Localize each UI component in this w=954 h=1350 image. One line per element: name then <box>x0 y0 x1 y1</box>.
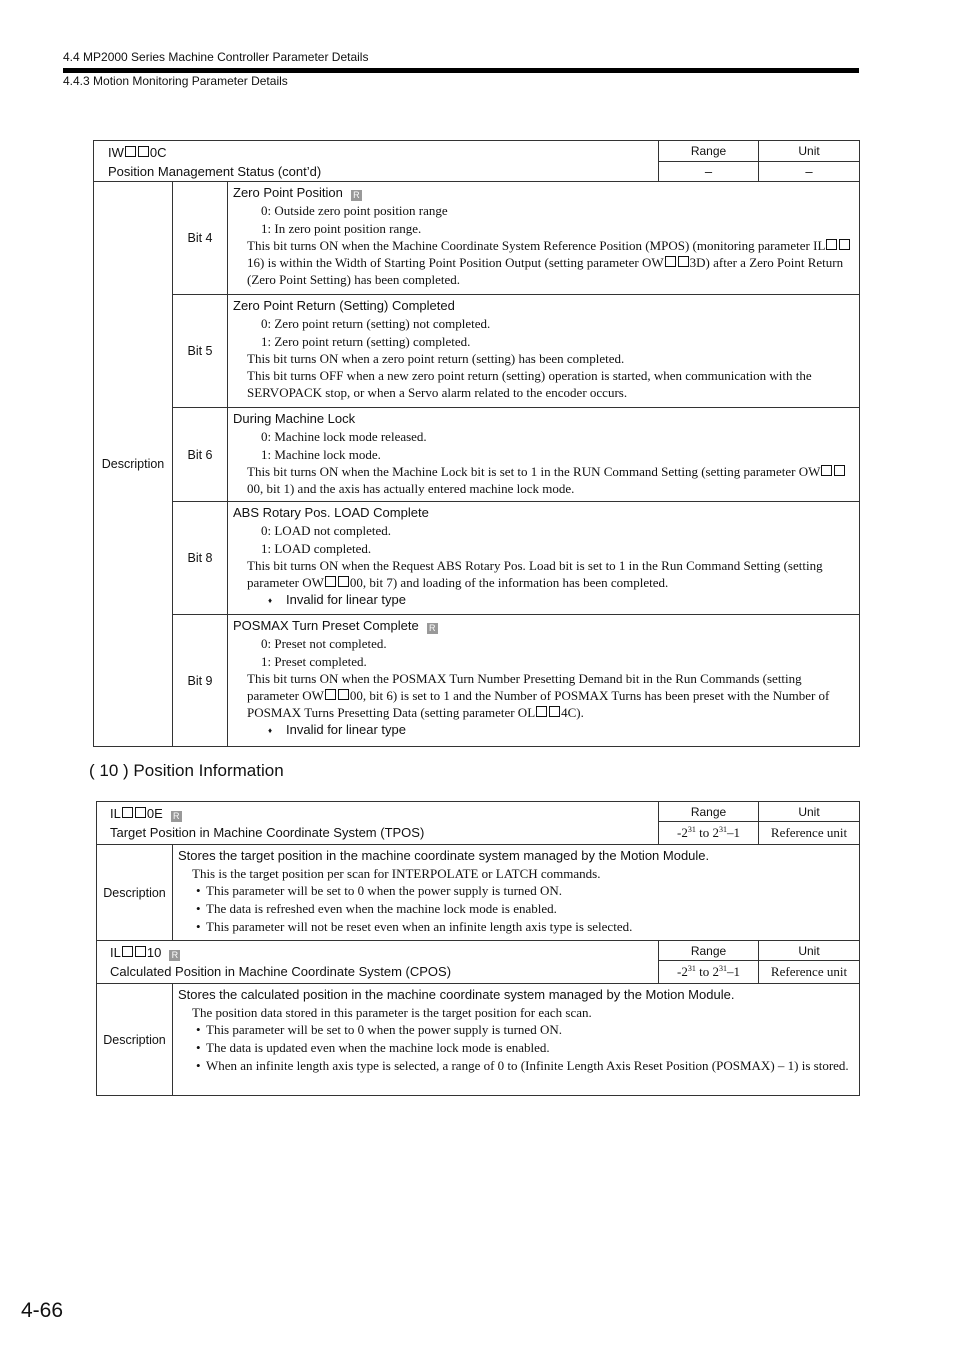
bullet-item: • This parameter will be set to 0 when the power supply is turned ON. <box>178 882 853 900</box>
bit-label: Bit 5 <box>173 295 228 408</box>
placeholder-box-icon <box>826 239 837 250</box>
range-value: $-2^{31}$ to $2^{31}-1$ <box>659 822 759 845</box>
state-line: 1: In zero point position range. <box>261 220 422 236</box>
bit-title: Zero Point Return (Setting) Completed <box>233 298 455 313</box>
placeholder-box-icon <box>135 807 146 818</box>
bit-title: POSMAX Turn Preset Complete R <box>233 616 853 635</box>
bullet-item: • When an infinite length axis type is selected, a range of 0 to (Infinite Length Axis Reset Position (POSMAX) – 1) is stored. <box>178 1057 853 1075</box>
register-id: IL 0E R <box>110 804 658 823</box>
range-value: $-2^{31}$ to $2^{31}-1$ <box>659 961 759 984</box>
bit-label: Bit 9 <box>173 615 228 747</box>
description-label: Description <box>97 984 173 1096</box>
placeholder-box-icon <box>122 807 133 818</box>
state-line: 1: Machine lock mode. <box>261 446 381 462</box>
state-line: 0: Preset not completed. <box>261 636 387 651</box>
description-text: This is the target position per scan for INTERPOLATE or LATCH commands. <box>192 866 601 881</box>
page-number: 4-66 <box>21 1299 64 1322</box>
range-header: Range <box>659 941 759 961</box>
placeholder-box-icon <box>338 689 349 700</box>
section-header: 4.4 MP2000 Series Machine Controller Parameter Details <box>63 50 369 64</box>
placeholder-box-icon <box>325 576 336 587</box>
state-line: 1: LOAD completed. <box>261 540 372 556</box>
subsection-header: 4.4.3 Motion Monitoring Parameter Details <box>63 74 288 88</box>
register-header-cell <box>97 802 659 845</box>
bit-title: Zero Point Position R <box>233 183 853 202</box>
position-status-table <box>93 140 860 747</box>
placeholder-box-icon <box>821 465 832 476</box>
placeholder-box-icon <box>549 706 560 717</box>
bit-description <box>228 408 860 502</box>
range-value: – <box>659 161 759 182</box>
range-header: Range <box>659 141 759 162</box>
placeholder-box-icon <box>839 239 850 250</box>
note-line: ♦ Invalid for linear type <box>233 721 853 740</box>
state-line: 0: LOAD not completed. <box>261 523 391 538</box>
position-info-table <box>96 801 860 1096</box>
bullet-item: • The data is updated even when the machine lock mode is enabled. <box>178 1039 853 1057</box>
unit-value: Reference unit <box>759 961 860 984</box>
placeholder-box-icon <box>338 576 349 587</box>
range-header: Range <box>659 802 759 822</box>
description-label: Description <box>94 182 173 747</box>
register-id: IW 0C <box>108 145 167 160</box>
bit-label: Bit 4 <box>173 182 228 295</box>
bit-description <box>228 295 860 408</box>
section-heading: ( 10 ) Position Information <box>89 761 284 780</box>
register-name: Position Management Status (cont’d) <box>108 164 322 179</box>
state-line: 0: Outside zero point position range <box>261 203 448 218</box>
read-only-badge-icon: R <box>351 190 362 201</box>
placeholder-box-icon <box>122 946 133 957</box>
state-line: 1: Preset completed. <box>261 653 367 669</box>
bit-description <box>228 502 860 615</box>
placeholder-box-icon <box>678 256 689 267</box>
bit-text: This bit turns OFF when a new zero point return (setting) operation is started, when communication with the SERVOPACK stop, or when a Servo alarm related to the encoder occurs. <box>247 368 812 400</box>
description-title: Stores the calculated position in the machine coordinate system managed by the Motion Module. <box>178 987 735 1002</box>
unit-header: Unit <box>759 141 860 162</box>
unit-value: – <box>759 161 860 182</box>
register-header-cell <box>97 941 659 984</box>
placeholder-box-icon <box>135 946 146 957</box>
header-rule <box>63 68 859 73</box>
bit-text: This bit turns ON when a zero point return (setting) has been completed. <box>247 351 625 366</box>
unit-header: Unit <box>759 941 860 961</box>
placeholder-box-icon <box>138 146 149 157</box>
unit-header: Unit <box>759 802 860 822</box>
unit-value: Reference unit <box>759 822 860 845</box>
bit-text: This bit turns ON when the Machine Lock bit is set to 1 in the RUN Command Setting (setting parameter OW00, bit 1) and the axis has actually entered machine lock mode. <box>233 463 853 497</box>
placeholder-box-icon <box>665 256 676 267</box>
read-only-badge-icon: R <box>169 950 180 961</box>
placeholder-box-icon <box>325 689 336 700</box>
register-header-cell <box>94 141 659 182</box>
description-title: Stores the target position in the machine coordinate system managed by the Motion Module. <box>178 848 710 863</box>
bit-text: This bit turns ON when the Request ABS Rotary Pos. Load bit is set to 1 in the Run Command Setting (setting parameter OW 00, bit 7) and loading of the information has been completed. <box>247 558 823 590</box>
bit-description <box>228 182 860 295</box>
bullet-item: • This parameter will be set to 0 when the power supply is turned ON. <box>178 1021 853 1039</box>
placeholder-box-icon <box>834 465 845 476</box>
bit-text: This bit turns ON when the Machine Coordinate System Reference Position (MPOS) (monitoring parameter IL16) is within the Width of Starting Point Position Output (setting parameter OW 3D) after a Zero Point Return (Zero Point Setting) has been completed. <box>233 237 853 288</box>
bit-label: Bit 8 <box>173 502 228 615</box>
placeholder-box-icon <box>536 706 547 717</box>
read-only-badge-icon: R <box>171 811 182 822</box>
parameter-description <box>173 845 860 941</box>
parameter-description <box>173 984 860 1096</box>
bit-description <box>228 615 860 747</box>
register-name: Target Position in Machine Coordinate System (TPOS) <box>110 825 425 840</box>
bullet-item: • The data is refreshed even when the machine lock mode is enabled. <box>178 900 853 918</box>
register-id: IL 10 R <box>110 943 658 962</box>
placeholder-box-icon <box>125 146 136 157</box>
bit-title: During Machine Lock <box>233 411 356 426</box>
description-label: Description <box>97 845 173 941</box>
state-line: 0: Zero point return (setting) not completed. <box>261 316 491 331</box>
note-line: ♦ Invalid for linear type <box>233 591 853 610</box>
bullet-item: • This parameter will not be reset even when an infinite length axis type is selected. <box>178 918 853 936</box>
register-name: Calculated Position in Machine Coordinate System (CPOS) <box>110 964 452 979</box>
bit-label: Bit 6 <box>173 408 228 502</box>
bit-text: This bit turns ON when the POSMAX Turn Number Presetting Demand bit in the Run Commands (setting parameter OW 00, bit 6) is set to 1 and the Number of POSMAX Turns has been preset with the Number of POSMAX Turns Presetting Data (setting parameter OL 4C). <box>247 671 830 720</box>
state-line: 0: Machine lock mode released. <box>261 429 427 444</box>
state-line: 1: Zero point return (setting) completed. <box>261 333 471 349</box>
description-text: The position data stored in this parameter is the target position for each scan. <box>192 1005 592 1020</box>
bit-title: ABS Rotary Pos. LOAD Complete <box>233 505 429 520</box>
read-only-badge-icon: R <box>427 623 438 634</box>
